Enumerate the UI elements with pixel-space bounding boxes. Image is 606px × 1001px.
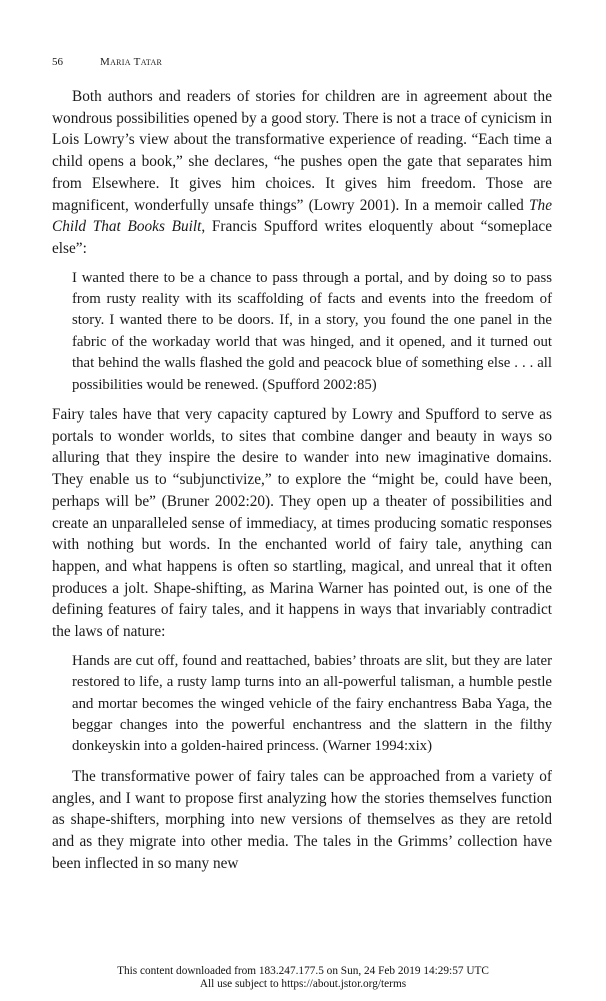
book-title: The Child That Books Built <box>52 196 552 236</box>
block-quote-warner <box>72 651 552 758</box>
running-head-author: Maria Tatar <box>100 56 163 68</box>
download-notice <box>0 965 606 991</box>
paragraph-3: The transformative power of fairy tales can be approached from a variety of angles, and I want to propose first analyzing how the stories themselves function as shape-shifters, morphing into new versions of themselves as they are retold and as they migrate into other media. The tales in the Grimms’ collection have been inflected in so many new <box>52 767 552 872</box>
paragraph-1-text-a: Both authors and readers of stories for children are in agreement about the wondrous possibilities opened by a good story. There is not a trace of cynicism in Lois Lowry’s view about the transformative experience of reading. “Each time a child opens a book,” she declares, “he pushes open the gate that separates him from Elsewhere. It gives him choices. It gives him freedom. Those are magnificent, wonderfully unsafe things” (Lowry 2001). In a memoir called <box>52 88 552 214</box>
running-head <box>52 52 552 72</box>
block-quote-1-text: I wanted there to be a chance to pass through a portal, and by doing so to pass from rusty reality with its scaffolding of facts and events into the freedom of story. I wanted there to be doors. If, in a story, you found the one panel in the fabric of the workaday world that was hinged, and it opened, and it turned out that behind the walls flashed the gold and peacock blue of something else . . . all possibilities would be renewed. (Spufford 2002:85) <box>72 269 552 393</box>
paragraph-2: Fairy tales have that very capacity captured by Lowry and Spufford to serve as portals to wonder worlds, to sites that combine danger and beauty in ways so alluring that they inspire the desire to wander into new imaginative domains. They enable us to “subjunctivize,” to explore the “might be, could have been, perhaps will be” (Bruner 2002:20). They open up a theater of possibilities and create an unparalleled sense of immediacy, at times producing somatic responses with nothing but words. In the enchanted world of fairy tale, anything can happen, and what happens is often so startling, magical, and unreal that it often produces a jolt. Shape-shifting, as Marina Warner has pointed out, is one of the defining features of fairy tales, and it happens in ways that invariably contradict the laws of nature: <box>52 406 552 641</box>
block-quote-spufford <box>72 268 552 396</box>
download-notice-line-1: This content downloaded from 183.247.177.5 on Sun, 24 Feb 2019 14:29:57 UTC <box>117 965 489 977</box>
paragraph-1-text-b: , Francis Spufford writes eloquently about “someplace else”: <box>52 218 552 257</box>
paragraph-1 <box>52 86 552 260</box>
block-quote-2-text: Hands are cut off, found and reattached, babies’ throats are slit, but they are later restored to life, a rusty lamp turns into an all-powerful talisman, a humble pestle and mortar becomes the winged vehicle of the fairy enchantress Baba Yaga, the beggar changes into the powerful enchantress and the slattern in the filthy donkeyskin into a golden-haired princess. (Warner 1994:xix) <box>72 652 552 755</box>
document-page <box>52 52 552 874</box>
page-number: 56 <box>52 56 63 68</box>
download-notice-line-2: All use subject to https://about.jstor.org/terms <box>199 978 407 990</box>
